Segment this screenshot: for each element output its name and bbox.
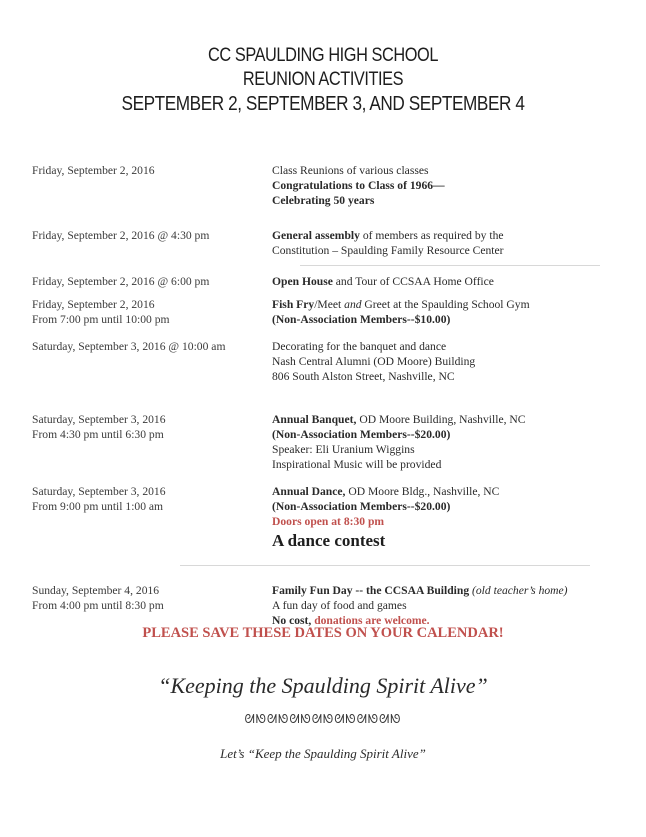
motto: “Keeping the Spaulding Spirit Alive” bbox=[158, 673, 488, 698]
event-details: Decorating for the banquet and dance Nash Central Alumni (OD Moore) Building 806 South Alston Street, Nashville, NC bbox=[272, 340, 476, 383]
event-details: Fish Fry/Meet and Greet at the Spaulding School Gym (Non-Association Members--$10.00) bbox=[272, 298, 530, 326]
event-row bbox=[32, 163, 622, 208]
event-row bbox=[32, 412, 622, 472]
event-details: Open House and Tour of CCSAA Home Office bbox=[272, 275, 494, 288]
event-details: General assembly of members as required by the Constitution – Spaulding Family Resource Center bbox=[272, 229, 504, 257]
doors-open-note: Doors open at 8:30 pm bbox=[272, 515, 385, 528]
date-range: SEPTEMBER 2, SEPTEMBER 3, AND SEPTEMBER 4 bbox=[121, 93, 525, 115]
event-details: Annual Dance, OD Moore Bldg., Nashville, NC (Non-Association Members--$20.00) Doors open at 8:30 pm A dance contest bbox=[272, 484, 622, 553]
event-details: Class Reunions of various classes Congratulations to Class of 1966— Celebrating 50 years bbox=[272, 164, 445, 207]
ornament-divider: ᘛᘚᘛᘚᘛᘚᘛᘚᘛᘚᘛᘚᘛᘚ bbox=[244, 712, 402, 726]
dance-contest-note: A dance contest bbox=[272, 531, 386, 550]
event-time: Friday, September 2, 2016 @ 6:00 pm bbox=[32, 275, 210, 288]
document-title: REUNION ACTIVITIES bbox=[242, 69, 404, 90]
event-time: Saturday, September 3, 2016 From 9:00 pm until 1:00 am bbox=[32, 485, 166, 513]
event-time: Saturday, September 3, 2016 From 4:30 pm until 6:30 pm bbox=[32, 413, 166, 441]
event-row bbox=[32, 297, 622, 327]
save-the-dates-banner: PLEASE SAVE THESE DATES ON YOUR CALENDAR! bbox=[142, 625, 504, 641]
closing-line: Let’s “Keep the Spaulding Spirit Alive” bbox=[220, 746, 426, 761]
event-row bbox=[32, 484, 622, 553]
event-time: Saturday, September 3, 2016 @ 10:00 am bbox=[32, 340, 226, 353]
document-header bbox=[0, 44, 646, 116]
event-time: Friday, September 2, 2016 bbox=[32, 164, 155, 177]
event-details: Annual Banquet, OD Moore Building, Nashville, NC (Non-Association Members--$20.00) Speaker: Eli Uranium Wiggins Inspirational Music will be provided bbox=[272, 413, 526, 471]
event-time: Friday, September 2, 2016 From 7:00 pm until 10:00 pm bbox=[32, 298, 170, 326]
event-row bbox=[32, 274, 622, 289]
event-time: Sunday, September 4, 2016 From 4:00 pm until 8:30 pm bbox=[32, 584, 164, 612]
event-row bbox=[32, 228, 622, 258]
event-row bbox=[32, 583, 622, 628]
school-name: CC SPAULDING HIGH SCHOOL bbox=[208, 45, 438, 66]
event-time: Friday, September 2, 2016 @ 4:30 pm bbox=[32, 229, 210, 242]
event-row bbox=[32, 339, 622, 384]
event-schedule bbox=[32, 163, 622, 628]
event-details: Family Fun Day -- the CCSAA Building (old teacher’s home) A fun day of food and games No cost, donations are welcome. bbox=[272, 584, 568, 627]
